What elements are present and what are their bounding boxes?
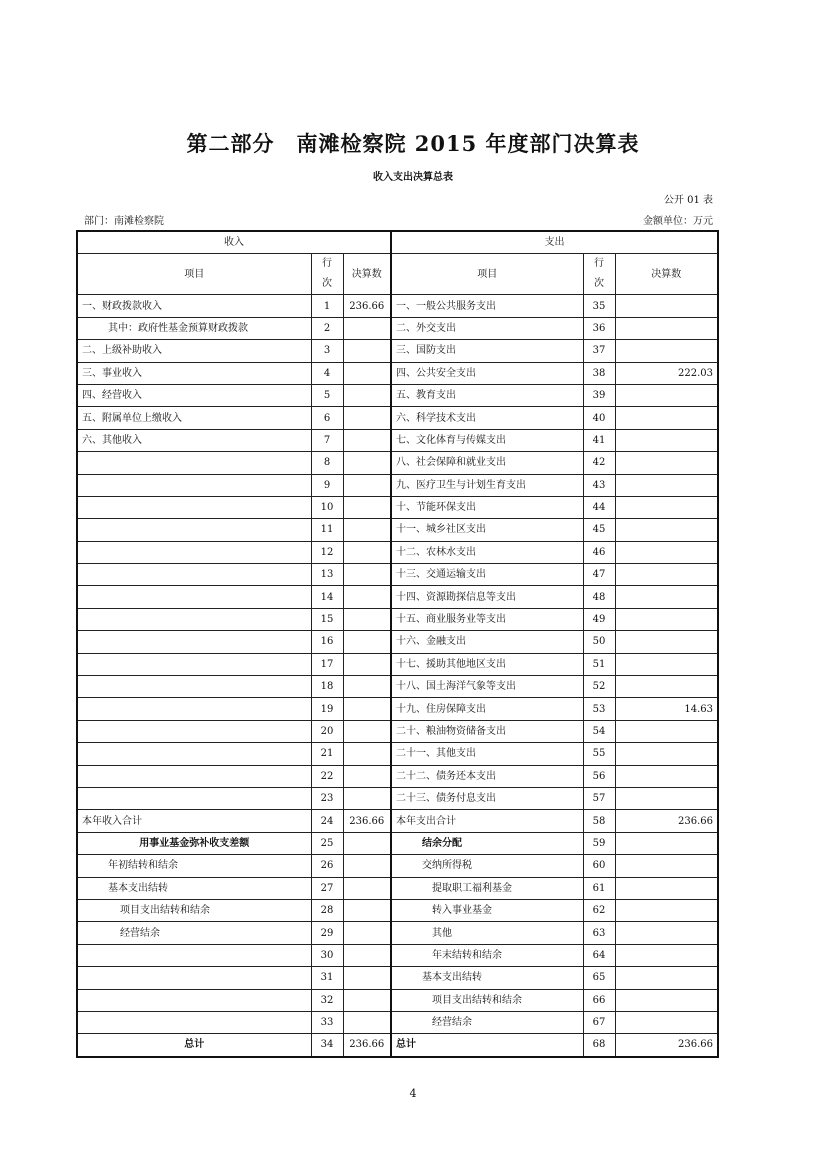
expense-amount-cell (615, 944, 718, 966)
income-line-cell: 14 (311, 586, 343, 608)
expense-amount-cell (615, 407, 718, 429)
income-item-cell: 经营结余 (77, 922, 311, 944)
expense-item-cell: 总计 (391, 1034, 583, 1057)
expense-amount-cell (615, 899, 718, 921)
expense-item-cell: 十八、国土海洋气象等支出 (391, 676, 583, 698)
expense-line-cell: 51 (583, 653, 615, 675)
expense-item-cell: 本年支出合计 (391, 810, 583, 832)
expense-header: 支出 (391, 231, 718, 254)
income-item-cell (77, 564, 311, 586)
income-amount-cell (343, 855, 391, 877)
table-row (77, 541, 718, 563)
income-item-cell: 二、上级补助收入 (77, 340, 311, 362)
income-amount-cell (343, 899, 391, 921)
form-number: 公开 01 表 (663, 195, 713, 206)
income-item-cell: 一、财政拨款收入 (77, 295, 311, 317)
expense-item-cell: 十、节能环保支出 (391, 496, 583, 518)
income-line-header-text: 行次 (322, 258, 332, 290)
income-line-cell: 26 (311, 855, 343, 877)
income-line-cell: 8 (311, 452, 343, 474)
expense-line-cell: 62 (583, 899, 615, 921)
expense-amount-cell (615, 653, 718, 675)
expense-line-cell: 43 (583, 474, 615, 496)
table-row (77, 474, 718, 496)
expense-item-cell: 九、医疗卫生与计划生育支出 (391, 474, 583, 496)
expense-line-cell: 54 (583, 720, 615, 742)
income-amount-cell (343, 877, 391, 899)
income-amount-cell (343, 989, 391, 1011)
expense-line-cell: 40 (583, 407, 615, 429)
income-line-cell: 16 (311, 631, 343, 653)
income-line-cell: 1 (311, 295, 343, 317)
expense-line-cell: 59 (583, 832, 615, 854)
expense-line-cell: 52 (583, 676, 615, 698)
income-line-cell: 18 (311, 676, 343, 698)
expense-line-cell: 67 (583, 1011, 615, 1033)
expense-line-cell: 58 (583, 810, 615, 832)
table-row (77, 967, 718, 989)
table-row (77, 743, 718, 765)
income-item-cell (77, 1011, 311, 1033)
expense-amount-cell: 236.66 (615, 1034, 718, 1057)
expense-amount-cell: 14.63 (615, 698, 718, 720)
expense-amount-cell (615, 496, 718, 518)
expense-item-cell: 十一、城乡社区支出 (391, 519, 583, 541)
income-item-cell: 基本支出结转 (77, 877, 311, 899)
income-line-cell: 4 (311, 362, 343, 384)
table-row (77, 608, 718, 630)
income-amount-cell (343, 474, 391, 496)
expense-amount-cell (615, 631, 718, 653)
table-row (77, 944, 718, 966)
income-line-cell: 33 (311, 1011, 343, 1033)
expense-amount-cell (615, 877, 718, 899)
expense-item-cell: 十四、资源勘探信息等支出 (391, 586, 583, 608)
expense-line-cell: 55 (583, 743, 615, 765)
income-amount-cell (343, 765, 391, 787)
income-item-cell (77, 452, 311, 474)
income-item-cell (77, 676, 311, 698)
table-row (77, 496, 718, 518)
expense-item-cell: 交纳所得税 (391, 855, 583, 877)
income-line-cell: 10 (311, 496, 343, 518)
income-line-cell: 12 (311, 541, 343, 563)
income-line-cell: 25 (311, 832, 343, 854)
expense-amount-cell (615, 743, 718, 765)
expense-item-cell: 十七、援助其他地区支出 (391, 653, 583, 675)
expense-line-cell: 56 (583, 765, 615, 787)
expense-item-cell: 十三、交通运输支出 (391, 564, 583, 586)
income-amount-cell (343, 496, 391, 518)
table-subtitle: 收入支出决算总表 (373, 172, 453, 183)
expense-amount-cell (615, 765, 718, 787)
expense-line-cell: 50 (583, 631, 615, 653)
expense-amount-cell (615, 429, 718, 451)
expense-item-header: 项目 (391, 254, 583, 295)
income-item-cell (77, 989, 311, 1011)
income-line-cell: 11 (311, 519, 343, 541)
table-row (77, 429, 718, 451)
expense-amount-cell (615, 855, 718, 877)
income-line-cell: 6 (311, 407, 343, 429)
table-row (77, 631, 718, 653)
income-item-cell (77, 743, 311, 765)
expense-item-cell: 七、文化体育与传媒支出 (391, 429, 583, 451)
expense-item-cell: 一、一般公共服务支出 (391, 295, 583, 317)
income-amount-cell (343, 429, 391, 451)
income-amount-cell (343, 676, 391, 698)
table-row (77, 586, 718, 608)
column-header-row (77, 254, 718, 295)
income-amount-cell: 236.66 (343, 295, 391, 317)
table-row (77, 855, 718, 877)
expense-line-cell: 61 (583, 877, 615, 899)
income-line-cell: 20 (311, 720, 343, 742)
income-amount-cell (343, 1011, 391, 1033)
expense-amount-cell (615, 1011, 718, 1033)
income-item-cell (77, 496, 311, 518)
expense-line-cell: 64 (583, 944, 615, 966)
income-amount-cell (343, 564, 391, 586)
expense-item-cell: 提取职工福利基金 (391, 877, 583, 899)
income-amount-cell: 236.66 (343, 810, 391, 832)
income-line-cell: 3 (311, 340, 343, 362)
expense-item-cell: 项目支出结转和结余 (391, 989, 583, 1011)
income-amount-cell (343, 787, 391, 809)
income-amount-cell (343, 720, 391, 742)
table-row (77, 407, 718, 429)
income-item-cell: 用事业基金弥补收支差额 (77, 832, 311, 854)
table-row (77, 765, 718, 787)
expense-item-cell: 基本支出结转 (391, 967, 583, 989)
income-amount-cell: 236.66 (343, 1034, 391, 1057)
income-line-cell: 17 (311, 653, 343, 675)
income-item-cell (77, 653, 311, 675)
income-line-cell: 31 (311, 967, 343, 989)
income-line-cell: 7 (311, 429, 343, 451)
income-amount-cell (343, 541, 391, 563)
income-line-cell: 27 (311, 877, 343, 899)
expense-line-cell: 47 (583, 564, 615, 586)
expense-item-cell: 转入事业基金 (391, 899, 583, 921)
income-item-cell: 项目支出结转和结余 (77, 899, 311, 921)
expense-line-cell: 49 (583, 608, 615, 630)
expense-line-cell: 60 (583, 855, 615, 877)
income-amount-header: 决算数 (343, 254, 391, 295)
table-row (77, 564, 718, 586)
income-item-cell: 总计 (77, 1034, 311, 1057)
expense-amount-cell: 222.03 (615, 362, 718, 384)
income-item-header: 项目 (77, 254, 311, 295)
expense-line-cell: 36 (583, 317, 615, 339)
expense-item-cell: 年末结转和结余 (391, 944, 583, 966)
income-amount-cell (343, 340, 391, 362)
income-amount-cell (343, 944, 391, 966)
expense-item-cell: 其他 (391, 922, 583, 944)
income-line-cell: 23 (311, 787, 343, 809)
income-line-cell: 30 (311, 944, 343, 966)
income-item-cell (77, 541, 311, 563)
income-line-cell: 28 (311, 899, 343, 921)
expense-line-cell: 68 (583, 1034, 615, 1057)
expense-item-cell: 五、教育支出 (391, 384, 583, 406)
expense-item-cell: 二十、粮油物资储备支出 (391, 720, 583, 742)
expense-item-cell: 十五、商业服务业等支出 (391, 608, 583, 630)
expense-line-cell: 39 (583, 384, 615, 406)
expense-amount-cell (615, 541, 718, 563)
income-item-cell (77, 631, 311, 653)
expense-item-cell: 十六、金融支出 (391, 631, 583, 653)
income-amount-cell (343, 608, 391, 630)
income-item-cell (77, 967, 311, 989)
income-amount-cell (343, 967, 391, 989)
table-row (77, 877, 718, 899)
income-line-cell: 13 (311, 564, 343, 586)
table-row (77, 340, 718, 362)
expense-amount-cell (615, 586, 718, 608)
income-line-cell: 2 (311, 317, 343, 339)
expense-amount-cell (615, 922, 718, 944)
income-amount-cell (343, 586, 391, 608)
income-amount-cell (343, 384, 391, 406)
income-expense-table (76, 230, 719, 1058)
expense-amount-cell (615, 989, 718, 1011)
department-label: 部门：南滩检察院 (84, 216, 164, 227)
income-amount-cell (343, 362, 391, 384)
income-item-cell (77, 720, 311, 742)
table-row (77, 698, 718, 720)
expense-amount-cell (615, 295, 718, 317)
expense-line-header (583, 254, 615, 295)
table-row (77, 922, 718, 944)
table-row (77, 362, 718, 384)
expense-amount-cell (615, 519, 718, 541)
income-item-cell: 其中：政府性基金预算财政拨款 (77, 317, 311, 339)
expense-item-cell: 二十一、其他支出 (391, 743, 583, 765)
income-line-cell: 15 (311, 608, 343, 630)
expense-line-cell: 48 (583, 586, 615, 608)
table-row (77, 519, 718, 541)
table-row (77, 452, 718, 474)
income-item-cell (77, 765, 311, 787)
expense-amount-cell (615, 564, 718, 586)
expense-item-cell: 结余分配 (391, 832, 583, 854)
income-line-cell: 9 (311, 474, 343, 496)
table-row (77, 989, 718, 1011)
expense-item-cell: 六、科学技术支出 (391, 407, 583, 429)
income-line-cell: 22 (311, 765, 343, 787)
income-line-cell: 29 (311, 922, 343, 944)
table-row (77, 899, 718, 921)
expense-item-cell: 十九、住房保障支出 (391, 698, 583, 720)
expense-line-cell: 38 (583, 362, 615, 384)
expense-amount-cell (615, 340, 718, 362)
expense-line-cell: 66 (583, 989, 615, 1011)
income-line-cell: 5 (311, 384, 343, 406)
income-line-header (311, 254, 343, 295)
income-item-cell (77, 698, 311, 720)
expense-amount-cell (615, 676, 718, 698)
expense-line-cell: 53 (583, 698, 615, 720)
income-amount-cell (343, 407, 391, 429)
expense-amount-cell (615, 384, 718, 406)
table-row (77, 384, 718, 406)
income-item-cell: 四、经营收入 (77, 384, 311, 406)
expense-item-cell: 经营结余 (391, 1011, 583, 1033)
income-header: 收入 (77, 231, 391, 254)
income-line-cell: 32 (311, 989, 343, 1011)
expense-amount-header: 决算数 (615, 254, 718, 295)
income-amount-cell (343, 653, 391, 675)
expense-line-cell: 45 (583, 519, 615, 541)
table-row (77, 295, 718, 317)
income-item-cell (77, 474, 311, 496)
expense-line-cell: 65 (583, 967, 615, 989)
income-amount-cell (343, 832, 391, 854)
income-amount-cell (343, 743, 391, 765)
expense-line-cell: 57 (583, 787, 615, 809)
income-amount-cell (343, 519, 391, 541)
expense-item-cell: 八、社会保障和就业支出 (391, 452, 583, 474)
expense-item-cell: 四、公共安全支出 (391, 362, 583, 384)
table-row (77, 1011, 718, 1033)
income-amount-cell (343, 317, 391, 339)
income-amount-cell (343, 631, 391, 653)
table-row (77, 676, 718, 698)
table-row (77, 653, 718, 675)
income-amount-cell (343, 452, 391, 474)
income-amount-cell (343, 922, 391, 944)
income-line-cell: 34 (311, 1034, 343, 1057)
expense-item-cell: 二、外交支出 (391, 317, 583, 339)
expense-item-cell: 十二、农林水支出 (391, 541, 583, 563)
table-row (77, 317, 718, 339)
table-row (77, 832, 718, 854)
expense-item-cell: 三、国防支出 (391, 340, 583, 362)
expense-line-cell: 63 (583, 922, 615, 944)
expense-amount-cell (615, 720, 718, 742)
expense-amount-cell (615, 608, 718, 630)
expense-line-cell: 44 (583, 496, 615, 518)
table-row (77, 1034, 718, 1057)
income-line-cell: 21 (311, 743, 343, 765)
expense-amount-cell: 236.66 (615, 810, 718, 832)
expense-amount-cell (615, 832, 718, 854)
expense-line-cell: 46 (583, 541, 615, 563)
table-row (77, 810, 718, 832)
income-item-cell: 本年收入合计 (77, 810, 311, 832)
income-item-cell: 三、事业收入 (77, 362, 311, 384)
income-item-cell: 五、附属单位上缴收入 (77, 407, 311, 429)
expense-amount-cell (615, 452, 718, 474)
expense-amount-cell (615, 317, 718, 339)
page-number: 4 (409, 1087, 417, 1100)
expense-item-cell: 二十二、债务还本支出 (391, 765, 583, 787)
expense-amount-cell (615, 787, 718, 809)
expense-amount-cell (615, 474, 718, 496)
table-row (77, 720, 718, 742)
expense-item-cell: 二十三、债务付息支出 (391, 787, 583, 809)
income-item-cell (77, 519, 311, 541)
expense-amount-cell (615, 967, 718, 989)
amount-unit-label: 金额单位：万元 (643, 216, 713, 227)
income-item-cell (77, 608, 311, 630)
table-row (77, 787, 718, 809)
income-line-cell: 19 (311, 698, 343, 720)
expense-line-cell: 35 (583, 295, 615, 317)
expense-line-cell: 37 (583, 340, 615, 362)
income-item-cell (77, 787, 311, 809)
expense-line-header-text: 行次 (594, 258, 604, 290)
expense-line-cell: 41 (583, 429, 615, 451)
income-item-cell: 年初结转和结余 (77, 855, 311, 877)
income-line-cell: 24 (311, 810, 343, 832)
income-item-cell (77, 944, 311, 966)
income-item-cell (77, 586, 311, 608)
expense-line-cell: 42 (583, 452, 615, 474)
income-amount-cell (343, 698, 391, 720)
section-header-row (77, 231, 718, 254)
page-title: 第二部分 南滩检察院 2015 年度部门决算表 (186, 131, 640, 156)
income-item-cell: 六、其他收入 (77, 429, 311, 451)
